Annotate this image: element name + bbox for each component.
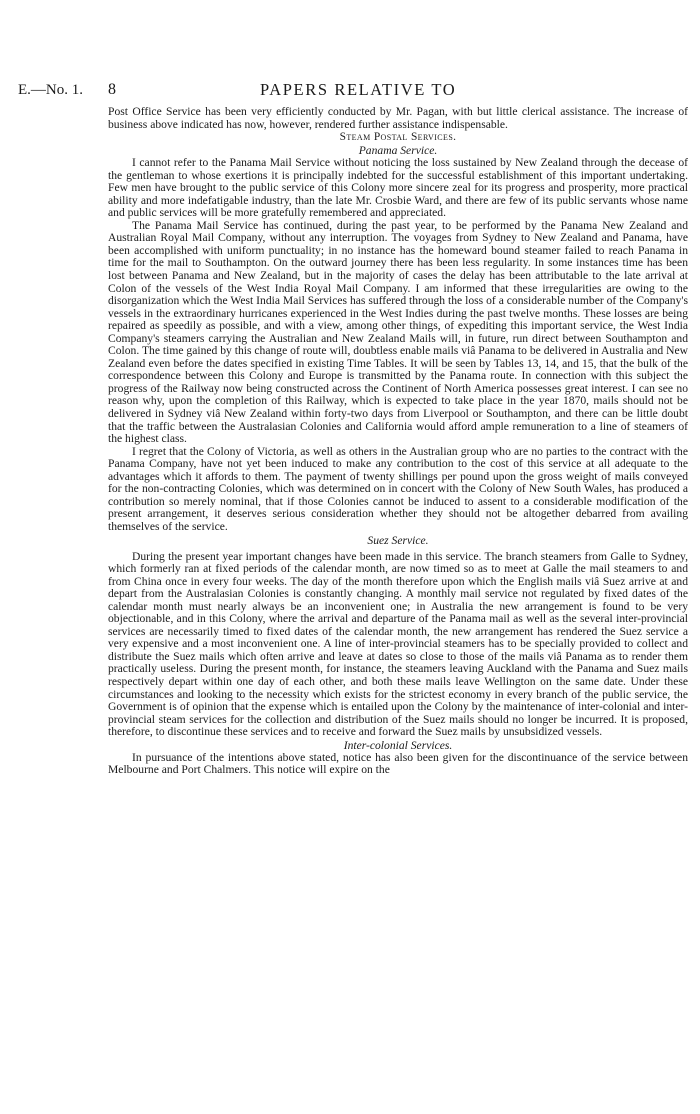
subheading-intercolonial: Inter-colonial Services. — [343, 738, 453, 752]
document-reference: E.—No. 1. — [18, 82, 83, 98]
running-title: PAPERS RELATIVE TO — [260, 80, 457, 99]
suez-paragraph-1: During the present year important changes have been made in this service. The branch steamers from Galle to Sydney, which formerly ran at fixed periods of the calendar month, are now timed so as to meet at Galle the mail steamers to and from China once in every four weeks. The day of the month therefore upon which the English mails viâ Suez arrive at and depart from the Australasian Colonies is constantly changing. A monthly mail service not regulated by fixed dates of the calendar month must nearly always be an inconvenient one; in Australia the new arrangement is found to be very objectionable, and in this Colony, where the arrival and departure of the Panama mail as well as the several inter-provincial services are necessarily timed to fixed dates of the calendar month, the new arrangement has rendered the Suez service a very expensive and a most inconvenient one. A line of inter-provincial steamers has to be specially provided to collect and distribute the Suez mails which often arrive and leave at dates so close to those of the mails viâ Panama as to render them practically useless. During the present month, for instance, the steamers leaving Auckland with the Panama and Suez mails respectively depart within one day of each other, and both these mails leave Wellington on the same date. Under these circumstances and looking to the necessity which exists for the strictest economy in every branch of the public service, the Government is of opinion that the expense which is entailed upon the Colony by the maintenance of inter-colonial and inter-provincial steam services for the collection and distribution of the Suez mails should no longer be incurred. It is proposed, therefore, to discontinue these services and to receive and forward the Suez mails by unsubsidized vessels. — [108, 549, 688, 739]
page-header — [0, 80, 700, 102]
panama-paragraph-1: I cannot refer to the Panama Mail Service without noticing the loss sustained by New Zealand through the decease of the gentleman to whose exertions it is principally indebted for the successful establishment of this important undertaking. Few men have brought to the public service of this Colony more sincere zeal for its progress and prosperity, more practical ability and more indefatigable industry, than the late Mr. Crosbie Ward, and there are few of its public servants whose name and public services will be more gratefully remembered and appreciated. — [108, 156, 688, 220]
intercolonial-paragraph-1: In pursuance of the intentions above stated, notice has also been given for the discontinuance of the service between Melbourne and Port Chalmers. This notice will expire on the — [108, 750, 688, 777]
page-body — [108, 106, 688, 777]
subheading-suez: Suez Service. — [367, 533, 429, 547]
page-number: 8 — [108, 81, 116, 98]
intro-paragraph: Post Office Service has been very efficiently conducted by Mr. Pagan, with but little clerical assistance. The increase of business above indicated has now, however, rendered further assistance indispensable. — [108, 105, 688, 131]
section-heading-steam-postal: Steam Postal Services. — [339, 131, 457, 144]
panama-paragraph-3: I regret that the Colony of Victoria, as well as others in the Australian group who are no parties to the contract with the Panama Company, have not yet been induced to make any contribution to the cost of this service at all adequate to the advantages which it affords to them. The payment of twenty shillings per pound upon the gross weight of mails conveyed for the non-contracting Colonies, which was determined on in concert with the Colony of New South Wales, has produced a contribution so merely nominal, that if those Colonies cannot be induced to assent to a considerable modification of the present arrangement, it deserves serious consideration whether they should not be altogether debarred from availing themselves of the service. — [108, 444, 688, 533]
panama-paragraph-2: The Panama Mail Service has continued, during the past year, to be performed by the Panama New Zealand and Australian Royal Mail Company, without any interruption. The voyages from Sydney to New Zealand and Panama, have been accomplished with uniform punctuality; in no instance has the homeward bound steamer failed to reach Panama in time for the mail to Southampton. On the outward journey there has been less regularity. In some instances time has been lost between Panama and New Zealand, but in the majority of cases the delay has been attributable to the late arrival at Colon of the vessels of the West India Royal Mail Company. I am informed that these irregularities are owing to the disorganization which the West India Mail Services has suffered through the loss of a considerable number of the Company's vessels in the extraordinary hurricanes experienced in the West Indies during the past twelve months. These losses are being repaired as speedily as possible, and with a view, among other things, of expediting this important service, the West India Company's steamers carrying the Australian and New Zealand Mails will, in future, run direct between Southampton and Colon. The time gained by this change of route will, doubtless enable mails viâ Panama to be delivered in Australia and New Zealand even before the dates specified in existing Time Tables. It will be seen by Tables 13, 14, and 15, that the bulk of the correspondence between this Colony and Europe is transmitted by the Panama route. In connection with this subject the progress of the Railway now being constructed across the Continent of North America possesses great interest. I can see no reason why, upon the completion of this Railway, which is expected to take place in the year 1870, mails should not be delivered in Sydney viâ New Zealand within forty-two days from Liverpool or Southampton, and there can be little doubt that the traffic between the Australasian Colonies and California would afford ample remuneration to a line of steamers of the highest class. — [108, 218, 688, 446]
subheading-panama: Panama Service. — [358, 144, 438, 158]
